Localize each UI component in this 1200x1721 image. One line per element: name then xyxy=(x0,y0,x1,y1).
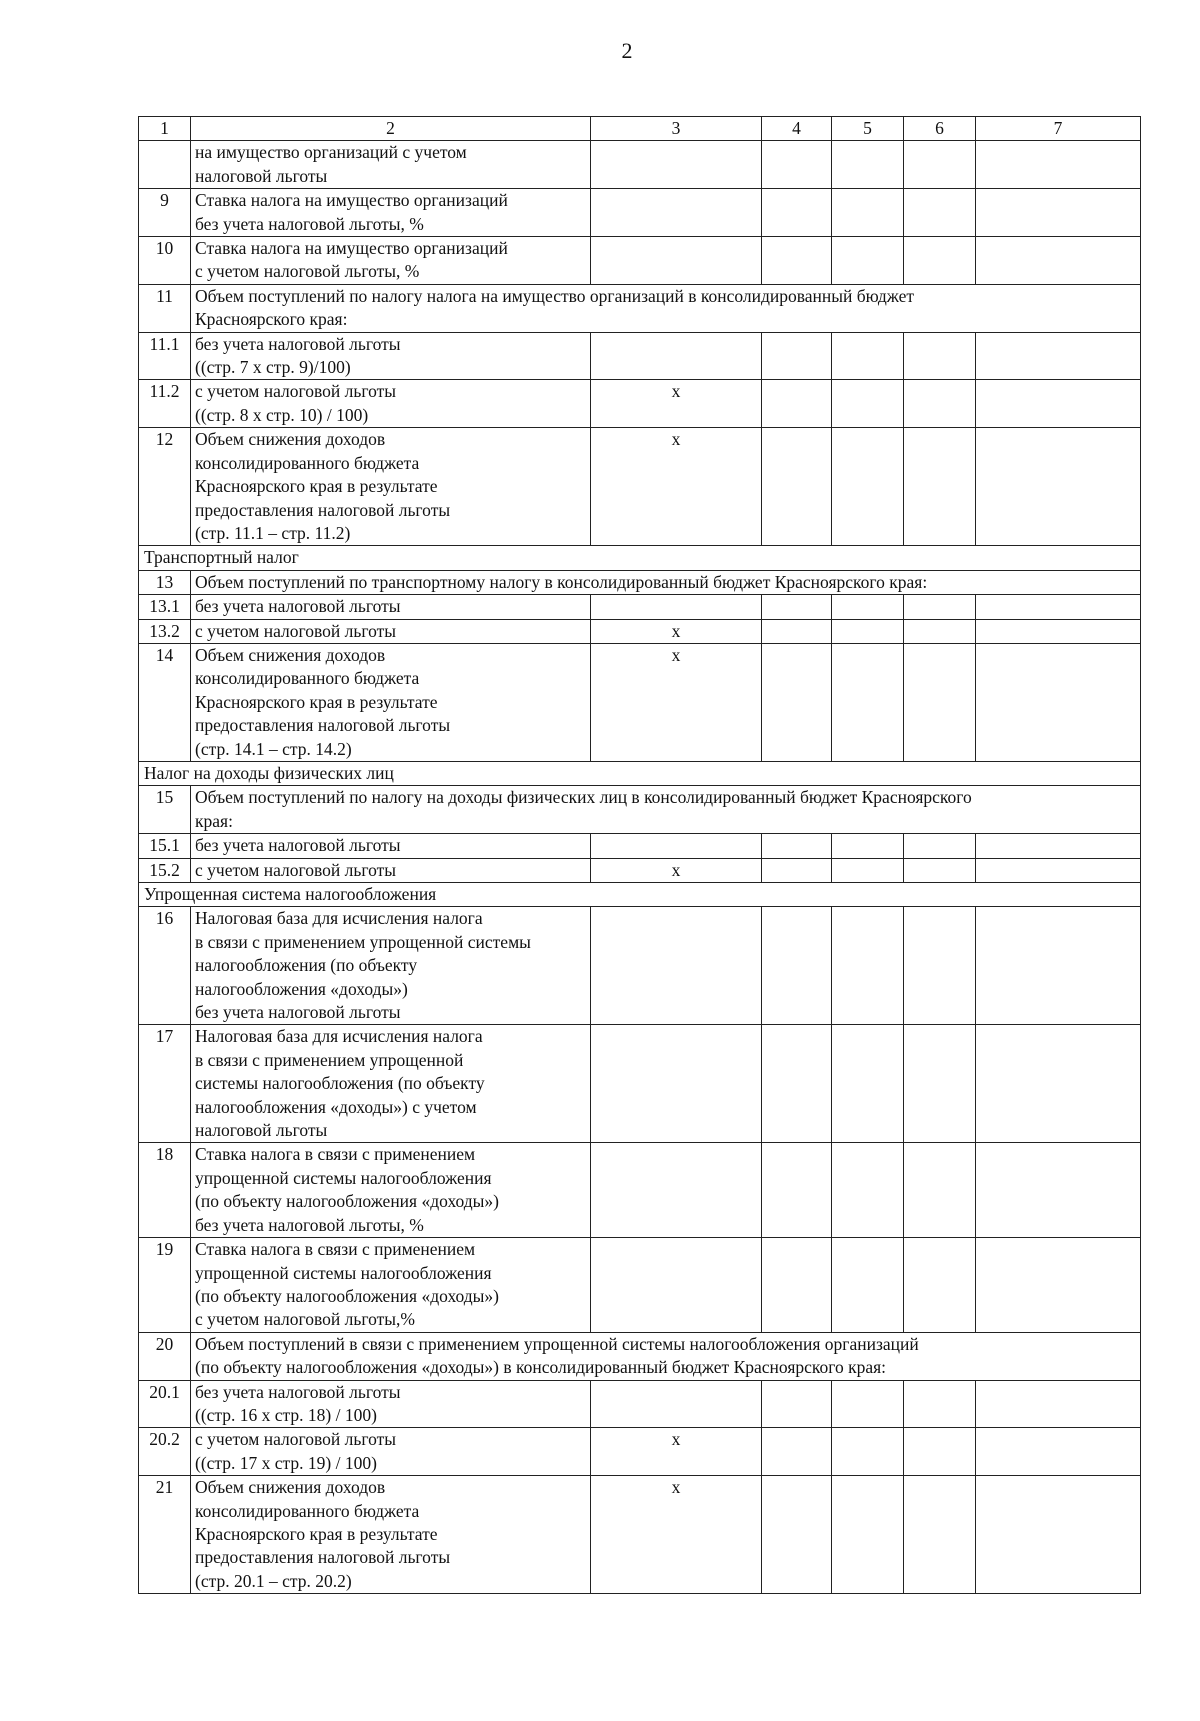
row-description: без учета налоговой льготы ((стр. 7 x стр. 9)/100) xyxy=(191,332,591,380)
row-description: Объем поступлений по налогу налога на имущество организаций в консолидированный бюджет Красноярского края: xyxy=(191,284,1141,332)
column-7-value xyxy=(976,619,1141,643)
column-4-value xyxy=(762,643,832,761)
column-5-value xyxy=(832,380,904,428)
column-5-value xyxy=(832,595,904,619)
column-3-value xyxy=(591,1238,762,1333)
column-5-value xyxy=(832,1476,904,1594)
row-number: 11.1 xyxy=(139,332,191,380)
section-title: Налог на доходы физических лиц xyxy=(139,761,1141,785)
row-description: Объем поступлений по налогу на доходы физических лиц в консолидированный бюджет Красноярского края: xyxy=(191,786,1141,834)
row-number: 12 xyxy=(139,428,191,546)
table-row xyxy=(139,1025,1141,1143)
column-3-value: x xyxy=(591,428,762,546)
column-4-value xyxy=(762,1380,832,1428)
column-6-value xyxy=(904,428,976,546)
row-description: Налоговая база для исчисления налога в связи с применением упрощенной системы налогообложения (по объекту налогообложения «доходы») без учета налоговой льготы xyxy=(191,907,591,1025)
column-3-value: x xyxy=(591,643,762,761)
table-row xyxy=(139,428,1141,546)
column-4-value xyxy=(762,907,832,1025)
section-header-row xyxy=(139,883,1141,907)
column-3-value xyxy=(591,834,762,858)
row-number: 15 xyxy=(139,786,191,834)
column-3-value xyxy=(591,237,762,285)
column-5-value xyxy=(832,858,904,882)
row-number: 20 xyxy=(139,1332,191,1380)
column-6-value xyxy=(904,595,976,619)
column-3-value xyxy=(591,907,762,1025)
column-6-value xyxy=(904,907,976,1025)
row-description: с учетом налоговой льготы xyxy=(191,858,591,882)
section-title: Транспортный налог xyxy=(139,546,1141,570)
table-row xyxy=(139,1380,1141,1428)
section-header-row xyxy=(139,761,1141,785)
column-7-value xyxy=(976,332,1141,380)
column-6-value xyxy=(904,1143,976,1238)
column-7-value xyxy=(976,1476,1141,1594)
table-row xyxy=(139,380,1141,428)
column-6-value xyxy=(904,189,976,237)
column-7-value xyxy=(976,380,1141,428)
table-row xyxy=(139,619,1141,643)
table-row xyxy=(139,643,1141,761)
column-7-value xyxy=(976,237,1141,285)
tax-table xyxy=(138,116,1141,1594)
column-6-value xyxy=(904,619,976,643)
column-3-value: x xyxy=(591,1476,762,1594)
column-5-value xyxy=(832,1380,904,1428)
row-description: с учетом налоговой льготы ((стр. 17 x стр. 19) / 100) xyxy=(191,1428,591,1476)
column-5-value xyxy=(832,619,904,643)
section-title: Упрощенная система налогообложения xyxy=(139,883,1141,907)
column-7-value xyxy=(976,907,1141,1025)
row-description: Объем снижения доходов консолидированного бюджета Красноярского края в результате предоставления налоговой льготы (стр. 20.1 – стр. 20.2) xyxy=(191,1476,591,1594)
table-row xyxy=(139,907,1141,1025)
table-row xyxy=(139,570,1141,594)
table-row xyxy=(139,189,1141,237)
table-row xyxy=(139,237,1141,285)
row-number: 20.2 xyxy=(139,1428,191,1476)
table-row xyxy=(139,1238,1141,1333)
column-4-value xyxy=(762,1238,832,1333)
table-row xyxy=(139,1476,1141,1594)
column-5-value xyxy=(832,332,904,380)
column-7-value xyxy=(976,428,1141,546)
column-7-value xyxy=(976,643,1141,761)
row-number: 11.2 xyxy=(139,380,191,428)
column-4-value xyxy=(762,189,832,237)
column-5-value xyxy=(832,1143,904,1238)
column-5-value xyxy=(832,237,904,285)
table-row xyxy=(139,834,1141,858)
column-4-value xyxy=(762,237,832,285)
column-3-value: x xyxy=(591,1428,762,1476)
column-4-value xyxy=(762,332,832,380)
column-3-value xyxy=(591,595,762,619)
column-7-value xyxy=(976,1380,1141,1428)
row-number: 10 xyxy=(139,237,191,285)
column-4-value xyxy=(762,380,832,428)
column-4-value xyxy=(762,1025,832,1143)
column-4-value xyxy=(762,834,832,858)
row-description: Ставка налога на имущество организаций без учета налоговой льготы, % xyxy=(191,189,591,237)
column-3-value xyxy=(591,1143,762,1238)
row-number: 15.1 xyxy=(139,834,191,858)
column-6-value xyxy=(904,237,976,285)
row-description: без учета налоговой льготы xyxy=(191,834,591,858)
column-3-value xyxy=(591,141,762,189)
row-description: Объем поступлений в связи с применением упрощенной системы налогообложения организаций (по объекту налогообложения «доходы») в консолидированный бюджет Красноярского края: xyxy=(191,1332,1141,1380)
column-6-value xyxy=(904,858,976,882)
column-header-5: 5 xyxy=(832,117,904,141)
column-7-value xyxy=(976,834,1141,858)
row-description: Ставка налога в связи с применением упрощенной системы налогообложения (по объекту налогообложения «доходы») без учета налоговой льготы, % xyxy=(191,1143,591,1238)
table-row xyxy=(139,1332,1141,1380)
table-row xyxy=(139,1428,1141,1476)
column-header-7: 7 xyxy=(976,117,1141,141)
column-4-value xyxy=(762,595,832,619)
section-header-row xyxy=(139,546,1141,570)
row-description: Объем снижения доходов консолидированного бюджета Красноярского края в результате предоставления налоговой льготы (стр. 11.1 – стр. 11.2) xyxy=(191,428,591,546)
column-6-value xyxy=(904,1428,976,1476)
column-4-value xyxy=(762,1476,832,1594)
column-3-value xyxy=(591,1025,762,1143)
row-description: Ставка налога в связи с применением упрощенной системы налогообложения (по объекту налогообложения «доходы») с учетом налоговой льготы,% xyxy=(191,1238,591,1333)
column-6-value xyxy=(904,834,976,858)
row-number: 13 xyxy=(139,570,191,594)
column-6-value xyxy=(904,1380,976,1428)
column-header-3: 3 xyxy=(591,117,762,141)
column-6-value xyxy=(904,332,976,380)
row-number: 17 xyxy=(139,1025,191,1143)
row-number: 14 xyxy=(139,643,191,761)
column-5-value xyxy=(832,643,904,761)
column-6-value xyxy=(904,380,976,428)
table-row xyxy=(139,786,1141,834)
table-row xyxy=(139,332,1141,380)
column-7-value xyxy=(976,1238,1141,1333)
column-6-value xyxy=(904,1238,976,1333)
table-row xyxy=(139,595,1141,619)
column-3-value xyxy=(591,189,762,237)
column-header-4: 4 xyxy=(762,117,832,141)
column-3-value xyxy=(591,332,762,380)
column-7-value xyxy=(976,189,1141,237)
column-5-value xyxy=(832,1025,904,1143)
table-row xyxy=(139,141,1141,189)
row-description: без учета налоговой льготы xyxy=(191,595,591,619)
column-4-value xyxy=(762,428,832,546)
column-3-value: x xyxy=(591,619,762,643)
column-3-value: x xyxy=(591,380,762,428)
row-description: Объем снижения доходов консолидированного бюджета Красноярского края в результате предоставления налоговой льготы (стр. 14.1 – стр. 14.2) xyxy=(191,643,591,761)
row-number: 18 xyxy=(139,1143,191,1238)
page-number: 2 xyxy=(621,38,633,63)
table-row xyxy=(139,1143,1141,1238)
column-4-value xyxy=(762,858,832,882)
row-description: на имущество организаций с учетом налоговой льготы xyxy=(191,141,591,189)
header-row xyxy=(139,117,1141,141)
column-5-value xyxy=(832,141,904,189)
row-number: 9 xyxy=(139,189,191,237)
row-number xyxy=(139,141,191,189)
column-7-value xyxy=(976,858,1141,882)
row-description: с учетом налоговой льготы xyxy=(191,619,591,643)
column-5-value xyxy=(832,1428,904,1476)
row-description: без учета налоговой льготы ((стр. 16 x стр. 18) / 100) xyxy=(191,1380,591,1428)
row-number: 16 xyxy=(139,907,191,1025)
column-6-value xyxy=(904,141,976,189)
column-6-value xyxy=(904,1025,976,1143)
table-row xyxy=(139,858,1141,882)
column-header-6: 6 xyxy=(904,117,976,141)
row-number: 11 xyxy=(139,284,191,332)
row-description: с учетом налоговой льготы ((стр. 8 x стр. 10) / 100) xyxy=(191,380,591,428)
column-4-value xyxy=(762,619,832,643)
column-3-value: x xyxy=(591,858,762,882)
row-number: 15.2 xyxy=(139,858,191,882)
column-5-value xyxy=(832,189,904,237)
column-4-value xyxy=(762,1428,832,1476)
row-number: 13.2 xyxy=(139,619,191,643)
table-row xyxy=(139,284,1141,332)
column-5-value xyxy=(832,1238,904,1333)
column-5-value xyxy=(832,428,904,546)
column-4-value xyxy=(762,1143,832,1238)
column-7-value xyxy=(976,1025,1141,1143)
row-number: 20.1 xyxy=(139,1380,191,1428)
row-number: 21 xyxy=(139,1476,191,1594)
column-7-value xyxy=(976,1143,1141,1238)
column-header-1: 1 xyxy=(139,117,191,141)
column-6-value xyxy=(904,1476,976,1594)
row-description: Объем поступлений по транспортному налогу в консолидированный бюджет Красноярского края: xyxy=(191,570,1141,594)
row-description: Ставка налога на имущество организаций с учетом налоговой льготы, % xyxy=(191,237,591,285)
row-description: Налоговая база для исчисления налога в связи с применением упрощенной системы налогообложения (по объекту налогообложения «доходы») с учетом налоговой льготы xyxy=(191,1025,591,1143)
column-3-value xyxy=(591,1380,762,1428)
column-7-value xyxy=(976,595,1141,619)
column-7-value xyxy=(976,141,1141,189)
column-7-value xyxy=(976,1428,1141,1476)
column-5-value xyxy=(832,834,904,858)
column-6-value xyxy=(904,643,976,761)
column-header-2: 2 xyxy=(191,117,591,141)
row-number: 13.1 xyxy=(139,595,191,619)
column-4-value xyxy=(762,141,832,189)
row-number: 19 xyxy=(139,1238,191,1333)
column-5-value xyxy=(832,907,904,1025)
